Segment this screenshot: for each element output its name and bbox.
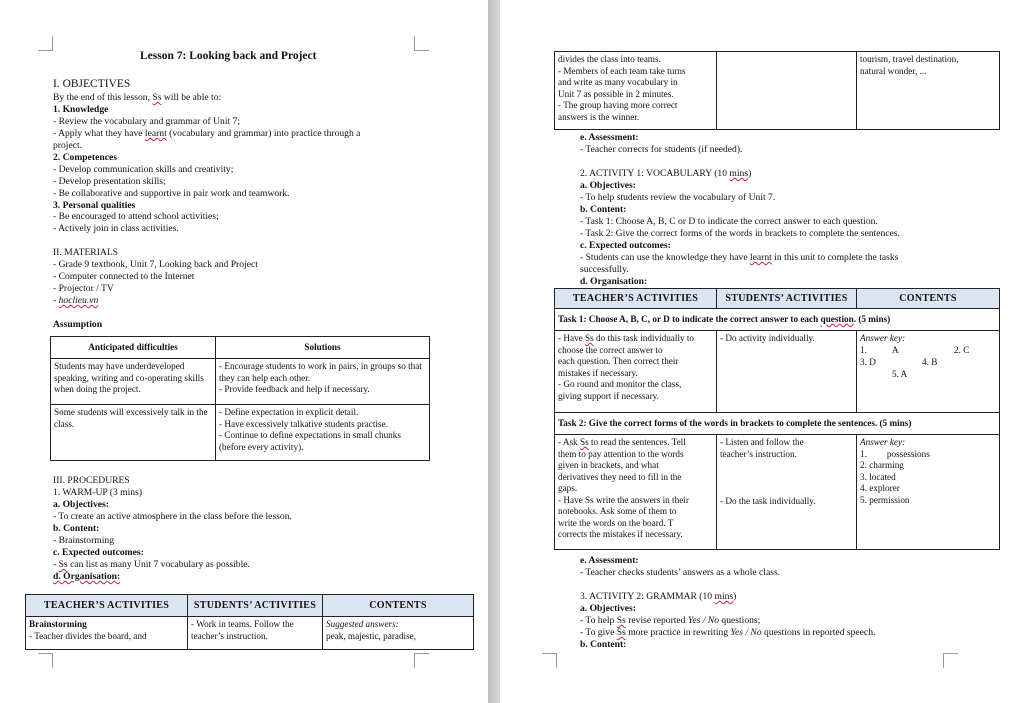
activity2-heading: 3. ACTIVITY 2: GRAMMAR (10 mins) [580,591,737,602]
activity1-table [554,288,1000,550]
objectives-label: a. Objectives: [53,499,109,510]
assessment-label: e. Assessment: [580,132,639,143]
personal-item: - Actively join in class activities. [53,223,179,234]
outcomes-label: c. Expected outcomes: [53,547,144,558]
activity1-objective: - To help students review the vocabulary of Unit 7. [580,192,776,203]
objectives-intro: By the end of this lesson, Ss will be able to: [53,92,222,103]
knowledge-item: - Review the vocabulary and grammar of Unit 7; [53,116,241,127]
assumption-table [50,336,430,461]
table-cell: Suggested answers: peak, majestic, paradise, [323,617,474,650]
column-header: STUDENTS’ ACTIVITIES [717,289,857,309]
lesson-title: Lesson 7: Looking back and Project [140,50,317,62]
knowledge-heading: 1. Knowledge [53,104,109,115]
objectives-label: a. Objectives: [580,180,636,191]
table-cell: - Encourage students to work in pairs, in groups so that they can help each other. - Provide feedback and help if necessary. [216,359,430,405]
table-cell: tourism, travel destination, natural wonder, ... [857,52,1000,130]
table-cell: - Listen and follow the teacher’s instruction. - Do the task individually. [717,435,857,550]
warmup-objective: - To create an active atmosphere in the class before the lesson. [53,511,292,522]
warmup-heading: 1. WARM-UP (3 mins) [53,487,143,498]
personal-heading: 3. Personal qualities [53,200,136,211]
warmup-content: - Brainstorming [53,535,115,546]
organisation-label: d. Organisation: [580,276,648,287]
materials-heading: II. MATERIALS [53,247,119,258]
table-cell: Brainstorming - Teacher divides the board, and [26,617,188,650]
table-cell: Some students will excessively talk in the class. [51,405,216,461]
margin-mark [414,653,429,668]
organisation-label: d. Organisation: [53,571,121,582]
competence-item: - Develop communication skills and creativity; [53,164,234,175]
task-row: Task 1: Choose A, B, C, or D to indicate the correct answer to each question. (5 mins) [555,309,1000,331]
column-header: TEACHER’S ACTIVITIES [26,595,188,617]
warmup-outcome: - Ss can list as many Unit 7 vocabulary as possible. [53,559,250,570]
activity2-objective: - To help Ss revise reported Yes / No questions; [580,615,761,626]
knowledge-item: project. [53,140,83,151]
margin-mark [38,36,53,51]
task-row: Task 2: Give the correct forms of the words in brackets to complete the sentences. (5 mins) [555,413,1000,435]
content-label: b. Content: [580,204,627,215]
material-item: - Projector / TV [53,283,114,294]
competence-item: - Develop presentation skills; [53,176,166,187]
outcomes-label: c. Expected outcomes: [580,240,671,251]
table-cell [717,52,857,130]
table-cell: divides the class into teams. - Members of each team take turns and write as many vocabulary in Unit 7 as possible in 2 minutes. - The group having more correct answers is the winner. [555,52,717,130]
document-page-left [0,0,488,703]
assessment-label: e. Assessment: [580,555,639,566]
activity1-task: - Task 2: Give the correct forms of the words in brackets to complete the sentences. [580,228,900,239]
material-item: - Grade 9 textbook, Unit 7, Looking back and Project [53,259,258,270]
material-link[interactable]: - hoclieu.vn [53,295,99,306]
page-gutter [488,0,500,703]
table-cell: - Have Ss do this task individually to choose the correct answer to each question. Then correct their mistakes if necessary. - Go round and monitor the class, giving support if necessary. [555,331,717,413]
answer-key-cell: Answer key: 1. A 2. C 3. D 4. B 5. A [857,331,1000,413]
objectives-label: a. Objectives: [580,603,636,614]
activity1-heading: 2. ACTIVITY 1: VOCABULARY (10 mins) [580,168,752,179]
column-header: CONTENTS [323,595,474,617]
activity1-task: - Task 1: Choose A, B, C or D to indicate the correct answer to each question. [580,216,878,227]
procedures-heading: III. PROCEDURES [53,475,130,486]
content-label: b. Content: [53,523,100,534]
activity1-outcome: - Students can use the knowledge they have learnt in this unit to complete the tasks [580,252,899,263]
table-cell: - Do activity individually. [717,331,857,413]
assessment-text: - Teacher checks students’ answers as a whole class. [580,567,781,578]
margin-mark [414,36,429,51]
knowledge-item: - Apply what they have learnt (vocabulary and grammar) into practice through a [53,128,361,139]
objectives-heading: I. OBJECTIVES [53,78,131,90]
assumption-heading: Assumption [53,319,103,330]
margin-mark [542,653,557,668]
warmup-table [25,594,474,650]
table-cell: - Ask Ss to read the sentences. Tell them to pay attention to the words given in brackets, and what derivatives they need to fill in the gaps. - Have Ss write the answers in their notebooks. Ask some of them to write the words on the board. T corrects the mistakes if necessary. [555,435,717,550]
table-cell: - Work in teams. Follow the teacher’s instruction. [188,617,323,650]
table-cell: - Define expectation in explicit detail. - Have excessively talkative students practise. - Continue to define expectations in small chunks (before every activity). [216,405,430,461]
activity1-outcome: successfully. [580,264,629,275]
column-header: CONTENTS [857,289,1000,309]
content-label: b. Content: [580,639,627,650]
table-cell: Students may have underdeveloped speaking, writing and co-operating skills when doing the project. [51,359,216,405]
competence-item: - Be collaborative and supportive in pair work and teamwork. [53,188,290,199]
competences-heading: 2. Competences [53,152,117,163]
material-item: - Computer connected to the Internet [53,271,195,282]
margin-mark [943,653,958,668]
column-header: TEACHER’S ACTIVITIES [555,289,717,309]
assessment-text: - Teacher corrects for students (if needed). [580,144,743,155]
personal-item: - Be encouraged to attend school activities; [53,211,219,222]
answer-key-cell: Answer key: 1. possessions 2. charming 3. located 4. explorer 5. permission [857,435,1000,550]
column-header: Anticipated difficulties [51,337,216,359]
document-page-right [500,0,1019,703]
column-header: Solutions [216,337,430,359]
activity2-objective: - To give Ss more practice in rewriting Yes / No questions in reported speech. [580,627,876,638]
margin-mark [38,653,53,668]
column-header: STUDENTS’ ACTIVITIES [188,595,323,617]
continued-table [554,51,1000,130]
